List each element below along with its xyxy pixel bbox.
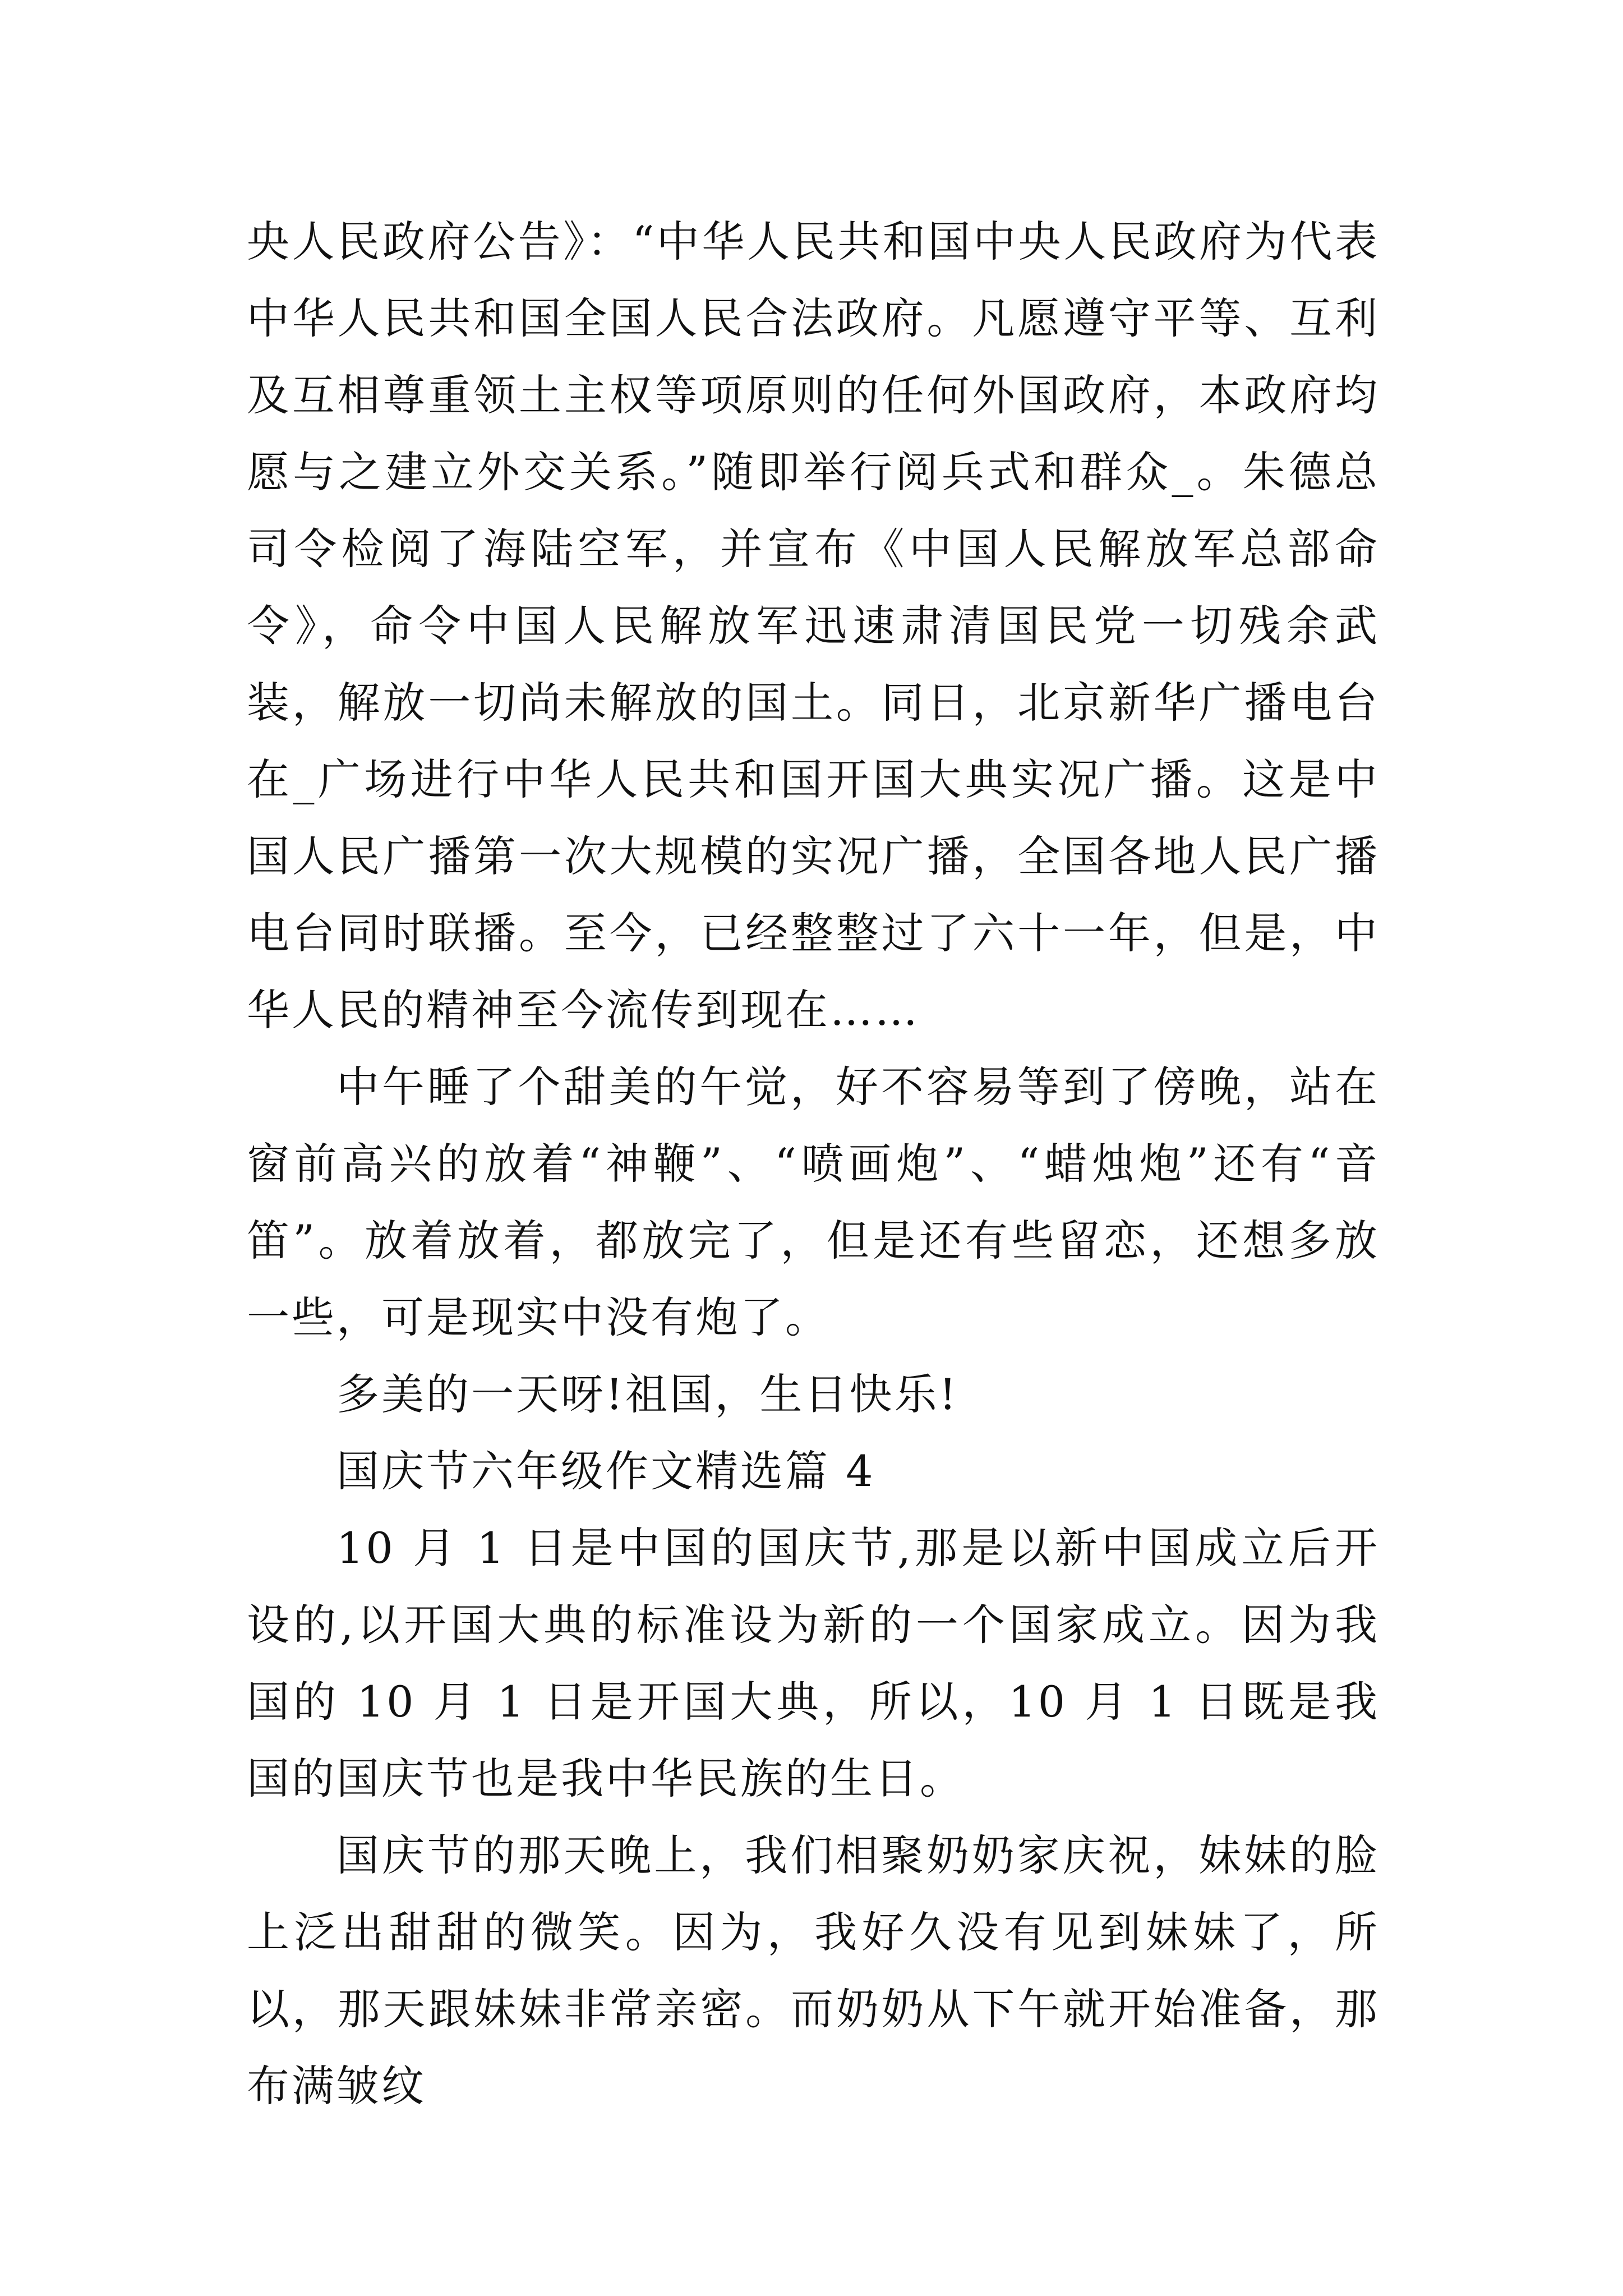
paragraph-fireworks: 中午睡了个甜美的午觉，好不容易等到了傍晚，站在窗前高兴的放着“神鞭”、“喷画炮”、“蜡烛炮”还有“音笛”。放着放着，都放完了，但是还有些留恋，还想多放一些，可是现实中没有炮了。 <box>247 1062 1380 1342</box>
paragraph-continued: 央人民政府公告》：“中华人民共和国中央人民政府为代表中华人民共和国全国人民合法政府。凡愿遵守平等、互利及互相尊重领土主权等项原则的任何外国政府，本政府均愿与之建立外交关系。”随即举行阅兵式和群众_。朱德总司令检阅了海陆空军，并宣布《中国人民解放军总部命令》，命令中国人民解放军迅速肃清国民党一切残余武装，解放一切尚未解放的国土。同日，北京新华广播电台在_广场进行中华人民共和国开国大典实况广播。这是中国人民广播第一次大规模的实况广播，全国各地人民广播电台同时联播。至今，已经整整过了六十一年，但是，中华人民的精神至今流传到现在…… <box>247 217 1380 1035</box>
paragraph-national-day: 10 月 1 日是中国的国庆节,那是以新中国成立后开设的,以开国大典的标准设为新的一个国家成立。因为我国的 10 月 1 日是开国大典，所以，10 月 1 日既是我国的国庆节也是我中华民族的生日。 <box>247 1523 1380 1803</box>
document-body <box>247 203 1380 2124</box>
essay-heading: 国庆节六年级作文精选篇 4 <box>336 1446 875 1496</box>
paragraph-birthday-wish: 多美的一天呀!祖国，生日快乐! <box>336 1369 959 1419</box>
paragraph-grandma-house: 国庆节的那天晚上，我们相聚奶奶家庆祝，妹妹的脸上泛出甜甜的微笑。因为，我好久没有见到妹妹了，所以，那天跟妹妹非常亲密。而奶奶从下午就开始准备，那布满皱纹 <box>247 1830 1380 2111</box>
